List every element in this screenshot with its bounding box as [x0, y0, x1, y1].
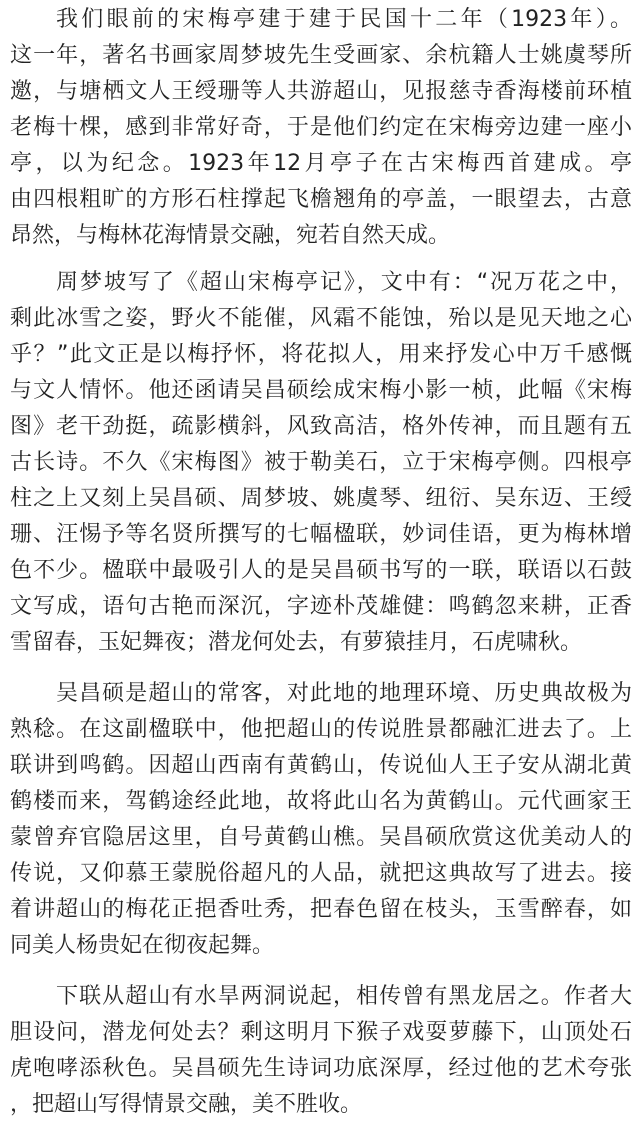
text-line: 联讲到鸣鹤。因超山西南有黄鹤山，传说仙人王子安从湖北黄 — [10, 753, 632, 778]
text-line: 邀，与塘栖文人王绶珊等人共游超山，见报慈寺香海楼前环植 — [10, 79, 632, 104]
text-line: 由四根粗旷的方形石柱撑起飞檐翘角的亭盖，一眼望去，古意 — [10, 187, 632, 212]
text-line: 亭，以为纪念。1923年12月亭子在古宋梅西首建成。亭 — [10, 151, 632, 176]
text-line: 柱之上又刻上吴昌硕、周梦坡、姚虞琴、纽衍、吴东迈、王绶 — [10, 486, 632, 511]
text-line: 周梦坡写了《超山宋梅亭记》，文中有：“况万花之中， — [56, 270, 632, 295]
text-line: 传说，又仰慕王蒙脱俗超凡的人品，就把这典故写了进去。接 — [10, 861, 632, 886]
text-line: 蒙曾弃官隐居这里，自号黄鹤山樵。吴昌硕欣赏这优美动人的 — [10, 825, 632, 850]
text-line: 图》老干劲挺，疏影横斜，风致高洁，格外传神，而且题有五 — [10, 414, 632, 439]
text-line: ，把超山写得情景交融，美不胜收。 — [10, 1092, 363, 1117]
text-line: 文写成，语句古艳而深沉，字迹朴茂雄健：鸣鹤忽来耕，正香 — [10, 594, 632, 619]
text-line: 昂然，与梅林花海情景交融，宛若自然天成。 — [10, 223, 451, 248]
text-line: 老梅十棵，感到非常好奇，于是他们约定在宋梅旁边建一座小 — [10, 115, 632, 140]
text-line: 虎咆哮添秋色。吴昌硕先生诗词功底深厚，经过他的艺术夸张 — [10, 1056, 632, 1081]
text-line: 乎？”此文正是以梅抒怀，将花拟人，用来抒发心中万千感慨 — [10, 342, 632, 367]
text-line: 胆设问，潜龙何处去？剩这明月下猴子戏耍萝藤下，山顶处石 — [10, 1020, 632, 1045]
text-line: 同美人杨贵妃在彻夜起舞。 — [10, 933, 275, 958]
text-line: 色不少。楹联中最吸引人的是吴昌硕书写的一联，联语以石鼓 — [10, 558, 632, 583]
text-line: 剩此冰雪之姿，野火不能催，风霜不能蚀，殆以是见天地之心 — [10, 306, 632, 331]
text-line: 着讲超山的梅花正挹香吐秀，把春色留在枝头，玉雪醉春，如 — [10, 897, 632, 922]
text-line: 吴昌硕是超山的常客，对此地的地理环境、历史典故极为 — [56, 681, 632, 706]
text-line: 熟稔。在这副楹联中，他把超山的传说胜景都融汇进去了。上 — [10, 717, 632, 742]
text-line: 雪留春，玉妃舞夜；潜龙何处去，有萝猿挂月，石虎啸秋。 — [10, 630, 583, 655]
text-line: 这一年，著名书画家周梦坡先生受画家、余杭籍人士姚虞琴所 — [10, 43, 632, 68]
text-line: 鹤楼而来，驾鹤途经此地，故将此山名为黄鹤山。元代画家王 — [10, 789, 632, 814]
text-line: 我们眼前的宋梅亭建于建于民国十二年（1923年）。 — [56, 7, 632, 32]
text-line: 与文人情怀。他还函请吴昌硕绘成宋梅小影一桢，此幅《宋梅 — [10, 378, 632, 403]
text-line: 下联从超山有水旱两洞说起，相传曾有黑龙居之。作者大 — [56, 984, 632, 1009]
text-line: 珊、汪惕予等名贤所撰写的七幅楹联，妙词佳语，更为梅林增 — [10, 522, 632, 547]
text-line: 古长诗。不久《宋梅图》被于勒美石，立于宋梅亭侧。四根亭 — [10, 450, 632, 475]
